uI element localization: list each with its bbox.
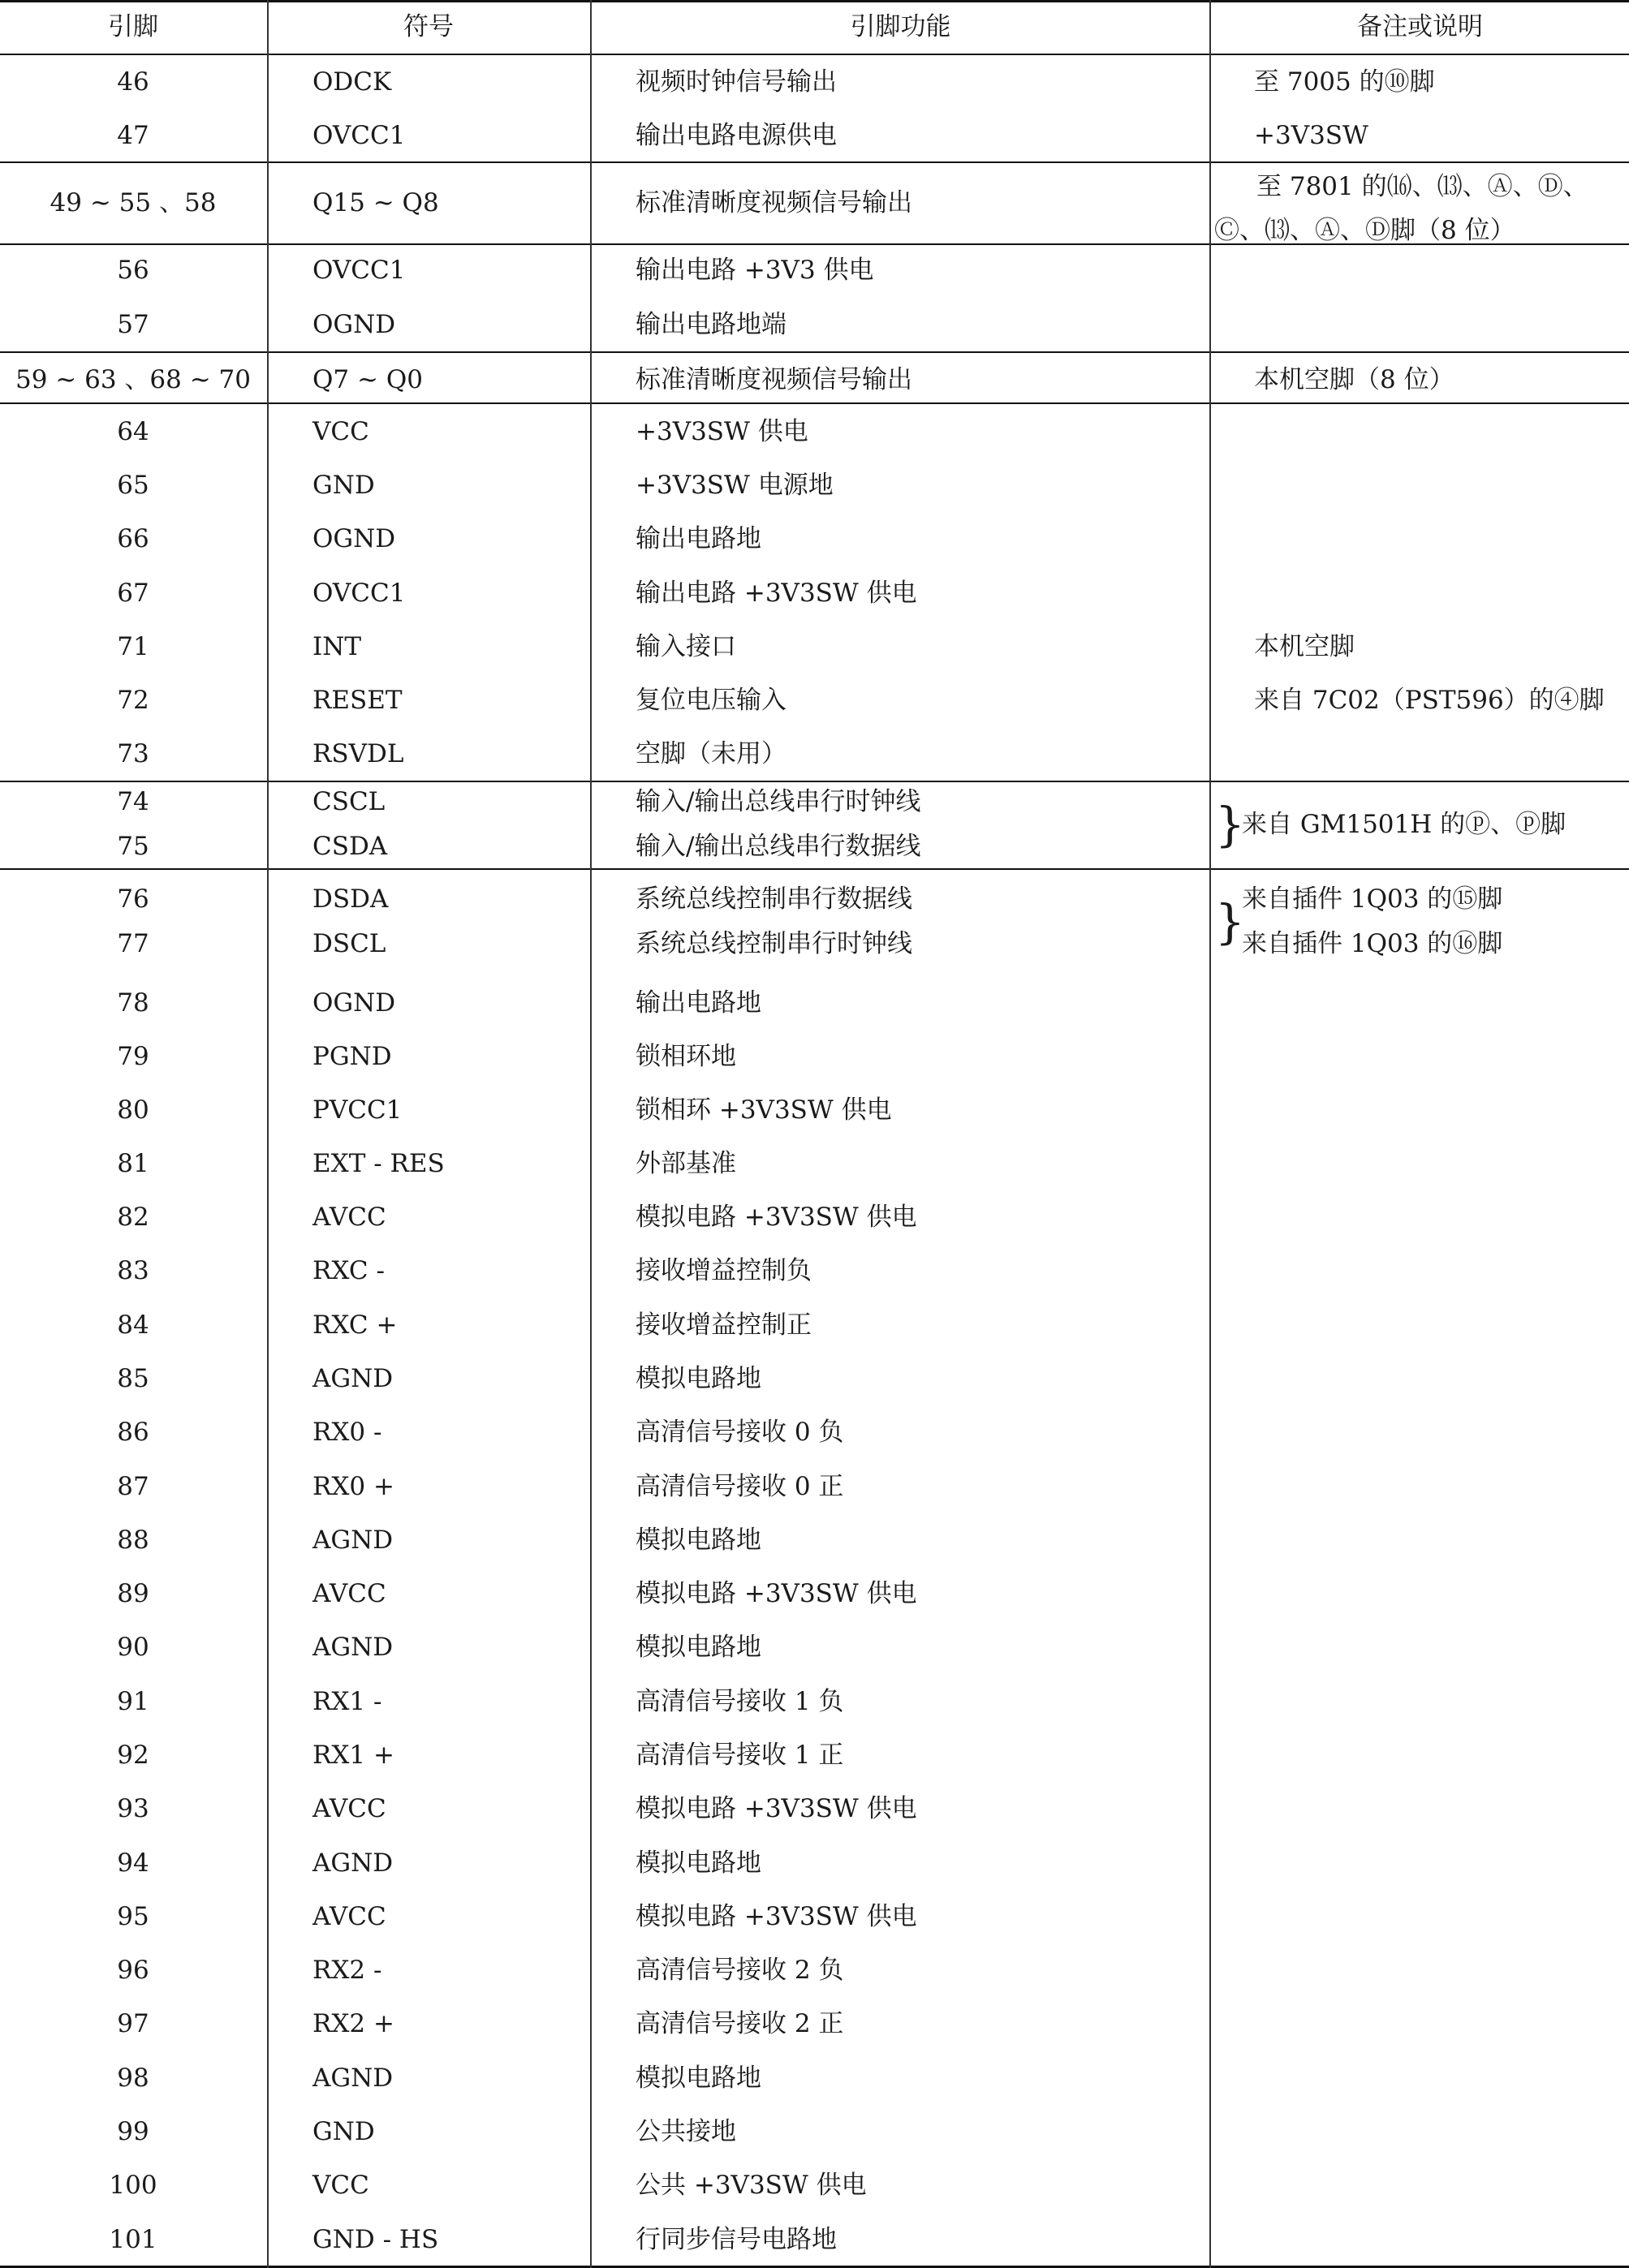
group-brace: } bbox=[1215, 797, 1245, 852]
pin-function: 接收增益控制负 bbox=[636, 1256, 812, 1285]
pin-function: 锁相环 +3V3SW 供电 bbox=[636, 1095, 892, 1125]
pin-function: 模拟电路地 bbox=[636, 2064, 761, 2093]
pin-symbol: PGND bbox=[312, 1042, 392, 1071]
pin-function: 系统总线控制串行时钟线 bbox=[636, 929, 912, 958]
pin-function: 模拟电路 +3V3SW 供电 bbox=[636, 1203, 917, 1232]
pin-function: 模拟电路地 bbox=[636, 1526, 761, 1555]
pin-function: 输出电路 +3V3SW 供电 bbox=[636, 579, 917, 608]
pin-number: 85 bbox=[117, 1364, 149, 1393]
pin-number: 75 bbox=[117, 832, 149, 861]
pin-number: 47 bbox=[117, 121, 149, 150]
pin-symbol: ODCK bbox=[312, 67, 392, 97]
pin-number: 74 bbox=[117, 787, 149, 816]
pin-function: 输出电路 +3V3 供电 bbox=[636, 256, 874, 285]
pin-function: 输出电路电源供电 bbox=[636, 121, 837, 150]
column-header: 符号 bbox=[403, 12, 454, 41]
pin-function: 输入/输出总线串行时钟线 bbox=[636, 787, 921, 816]
pin-symbol: OGND bbox=[312, 988, 396, 1018]
pin-number: 96 bbox=[117, 1956, 149, 1985]
pin-function: 高清信号接收 2 正 bbox=[636, 2009, 844, 2038]
pin-symbol: OVCC1 bbox=[312, 121, 406, 150]
pin-symbol: RX2 + bbox=[312, 2009, 394, 2038]
pin-symbol: AGND bbox=[312, 1633, 394, 1662]
pin-function: 模拟电路地 bbox=[636, 1633, 761, 1662]
pin-function: 行同步信号电路地 bbox=[636, 2225, 837, 2254]
pin-number: 56 bbox=[117, 256, 149, 285]
pin-symbol: AVCC bbox=[312, 1902, 386, 1931]
pin-number: 92 bbox=[117, 1741, 149, 1770]
pin-symbol: GND - HS bbox=[312, 2225, 439, 2254]
pin-symbol: AGND bbox=[312, 1526, 394, 1555]
pin-number: 64 bbox=[117, 417, 149, 446]
pin-function: 输入/输出总线串行数据线 bbox=[636, 832, 921, 861]
pin-symbol: RESET bbox=[312, 686, 403, 715]
column-divider bbox=[590, 0, 592, 2268]
pin-symbol: AGND bbox=[312, 1848, 394, 1878]
pin-symbol: RXC + bbox=[312, 1310, 398, 1340]
pin-symbol: CSDA bbox=[312, 832, 388, 861]
table-rule bbox=[0, 351, 1629, 353]
pin-function: 模拟电路 +3V3SW 供电 bbox=[636, 1579, 917, 1608]
pin-function: 系统总线控制串行数据线 bbox=[636, 884, 912, 914]
pin-function: 高清信号接收 1 正 bbox=[636, 1741, 844, 1770]
pin-function: 空脚（未用） bbox=[636, 739, 786, 768]
pin-function: 输入接口 bbox=[636, 632, 736, 661]
pin-number: 95 bbox=[117, 1902, 149, 1931]
pin-function: 标准清晰度视频信号输出 bbox=[636, 365, 912, 394]
pin-function: 输出电路地端 bbox=[636, 310, 786, 339]
pin-note: +3V3SW bbox=[1254, 121, 1368, 150]
column-divider bbox=[1209, 0, 1211, 2268]
pin-number: 80 bbox=[117, 1095, 149, 1125]
table-rule bbox=[0, 402, 1629, 404]
pin-function: 外部基准 bbox=[636, 1149, 736, 1178]
pin-note: 本机空脚（8 位） bbox=[1254, 365, 1454, 394]
pin-number: 59 ~ 63 、68 ~ 70 bbox=[15, 365, 251, 394]
pin-symbol: OVCC1 bbox=[312, 256, 406, 285]
pin-function: 输出电路地 bbox=[636, 524, 761, 553]
pin-function: 公共接地 bbox=[636, 2117, 736, 2146]
pin-symbol: VCC bbox=[312, 417, 369, 446]
pin-number: 94 bbox=[117, 1848, 149, 1878]
pin-symbol: CSCL bbox=[312, 787, 386, 816]
table-rule bbox=[0, 0, 1629, 2]
column-divider bbox=[267, 0, 269, 2268]
pin-function: 接收增益控制正 bbox=[636, 1310, 812, 1340]
pin-symbol: RXC - bbox=[312, 1256, 385, 1285]
pin-number: 86 bbox=[117, 1418, 149, 1447]
column-header: 引脚功能 bbox=[850, 12, 951, 41]
pin-function: 模拟电路 +3V3SW 供电 bbox=[636, 1794, 917, 1823]
pin-number: 49 ~ 55 、58 bbox=[50, 188, 217, 217]
pin-note: 来自插件 1Q03 的⑮脚 bbox=[1242, 884, 1503, 914]
pin-number: 97 bbox=[117, 2009, 149, 2038]
pin-function: 公共 +3V3SW 供电 bbox=[636, 2171, 867, 2200]
pin-number: 89 bbox=[117, 1579, 149, 1608]
pin-function: 高清信号接收 2 负 bbox=[636, 1956, 844, 1985]
table-rule bbox=[0, 868, 1629, 870]
pin-number: 46 bbox=[117, 67, 149, 97]
pin-note: 至 7005 的⑩脚 bbox=[1254, 67, 1435, 97]
pin-symbol: AVCC bbox=[312, 1203, 386, 1232]
pin-number: 79 bbox=[117, 1042, 149, 1071]
pin-symbol: PVCC1 bbox=[312, 1095, 403, 1125]
pin-number: 67 bbox=[117, 579, 149, 608]
pin-symbol: EXT - RES bbox=[312, 1149, 445, 1178]
pin-note: 至 7801 的⒃、⒀、Ⓐ、Ⓓ、Ⓒ、⒀、Ⓐ、Ⓓ脚（8 位） bbox=[1214, 172, 1588, 245]
pin-function: 锁相环地 bbox=[636, 1042, 736, 1071]
pin-symbol: GND bbox=[312, 471, 375, 500]
pin-function: 复位电压输入 bbox=[636, 686, 786, 715]
group-brace: { bbox=[1215, 894, 1245, 949]
pin-number: 91 bbox=[117, 1687, 149, 1716]
pin-function: 输出电路地 bbox=[636, 988, 761, 1018]
pin-symbol: RX0 - bbox=[312, 1418, 382, 1447]
pin-number: 87 bbox=[117, 1472, 149, 1501]
pin-number: 72 bbox=[117, 686, 149, 715]
pin-function: 模拟电路 +3V3SW 供电 bbox=[636, 1902, 917, 1931]
pin-note: 来自插件 1Q03 的⑯脚 bbox=[1242, 929, 1503, 958]
pin-symbol: RSVDL bbox=[312, 739, 404, 768]
pin-function: +3V3SW 电源地 bbox=[636, 471, 834, 500]
pin-number: 76 bbox=[117, 884, 149, 914]
pin-number: 100 bbox=[109, 2171, 157, 2200]
pin-function: 视频时钟信号输出 bbox=[636, 67, 837, 97]
pin-note: 本机空脚 bbox=[1254, 632, 1355, 661]
pin-symbol: RX2 - bbox=[312, 1956, 382, 1985]
pin-symbol: RX1 - bbox=[312, 1687, 382, 1716]
pin-number: 81 bbox=[117, 1149, 149, 1178]
pin-number: 77 bbox=[117, 929, 149, 958]
pin-number: 99 bbox=[117, 2117, 149, 2146]
pin-number: 66 bbox=[117, 524, 149, 553]
pin-symbol: Q15 ~ Q8 bbox=[312, 188, 439, 217]
pin-number: 82 bbox=[117, 1203, 149, 1232]
pin-symbol: AGND bbox=[312, 2064, 394, 2093]
pin-symbol: AVCC bbox=[312, 1579, 386, 1608]
pin-number: 101 bbox=[109, 2225, 157, 2254]
pin-function: 标准清晰度视频信号输出 bbox=[636, 188, 912, 217]
pin-number: 78 bbox=[117, 988, 149, 1018]
pin-symbol: Q7 ~ Q0 bbox=[312, 365, 423, 394]
pin-number: 73 bbox=[117, 739, 149, 768]
pin-number: 90 bbox=[117, 1633, 149, 1662]
pin-function: 高清信号接收 0 负 bbox=[636, 1418, 844, 1447]
pin-number: 88 bbox=[117, 1526, 149, 1555]
pin-symbol: OGND bbox=[312, 524, 396, 553]
column-header: 备注或说明 bbox=[1357, 12, 1483, 41]
column-header: 引脚 bbox=[108, 12, 158, 41]
pin-symbol: VCC bbox=[312, 2171, 369, 2200]
pin-symbol: OVCC1 bbox=[312, 579, 406, 608]
pin-symbol: INT bbox=[312, 632, 362, 661]
pin-function: 高清信号接收 0 正 bbox=[636, 1472, 844, 1501]
pin-number: 98 bbox=[117, 2064, 149, 2093]
pin-number: 83 bbox=[117, 1256, 149, 1285]
pin-function: 模拟电路地 bbox=[636, 1364, 761, 1393]
group-note: 来自 GM1501H 的ⓟ、ⓟ脚 bbox=[1242, 810, 1567, 839]
pin-number: 65 bbox=[117, 471, 149, 500]
pin-number: 84 bbox=[117, 1310, 149, 1340]
pin-symbol: RX0 + bbox=[312, 1472, 394, 1501]
pin-number: 71 bbox=[117, 632, 149, 661]
pin-symbol: DSDA bbox=[312, 884, 389, 914]
pin-symbol: RX1 + bbox=[312, 1741, 394, 1770]
pin-symbol: OGND bbox=[312, 310, 396, 339]
pin-function: 高清信号接收 1 负 bbox=[636, 1687, 844, 1716]
pin-number: 57 bbox=[117, 310, 149, 339]
pin-symbol: AVCC bbox=[312, 1794, 386, 1823]
pin-symbol: DSCL bbox=[312, 929, 386, 958]
table-rule bbox=[0, 161, 1629, 163]
pin-number: 93 bbox=[117, 1794, 149, 1823]
pin-note: 来自 7C02（PST596）的④脚 bbox=[1254, 686, 1605, 715]
pin-symbol: AGND bbox=[312, 1364, 394, 1393]
pin-function: +3V3SW 供电 bbox=[636, 417, 808, 446]
table-rule bbox=[0, 54, 1629, 55]
pin-symbol: GND bbox=[312, 2117, 375, 2146]
table-rule bbox=[0, 781, 1629, 782]
pin-function: 模拟电路地 bbox=[636, 1848, 761, 1878]
